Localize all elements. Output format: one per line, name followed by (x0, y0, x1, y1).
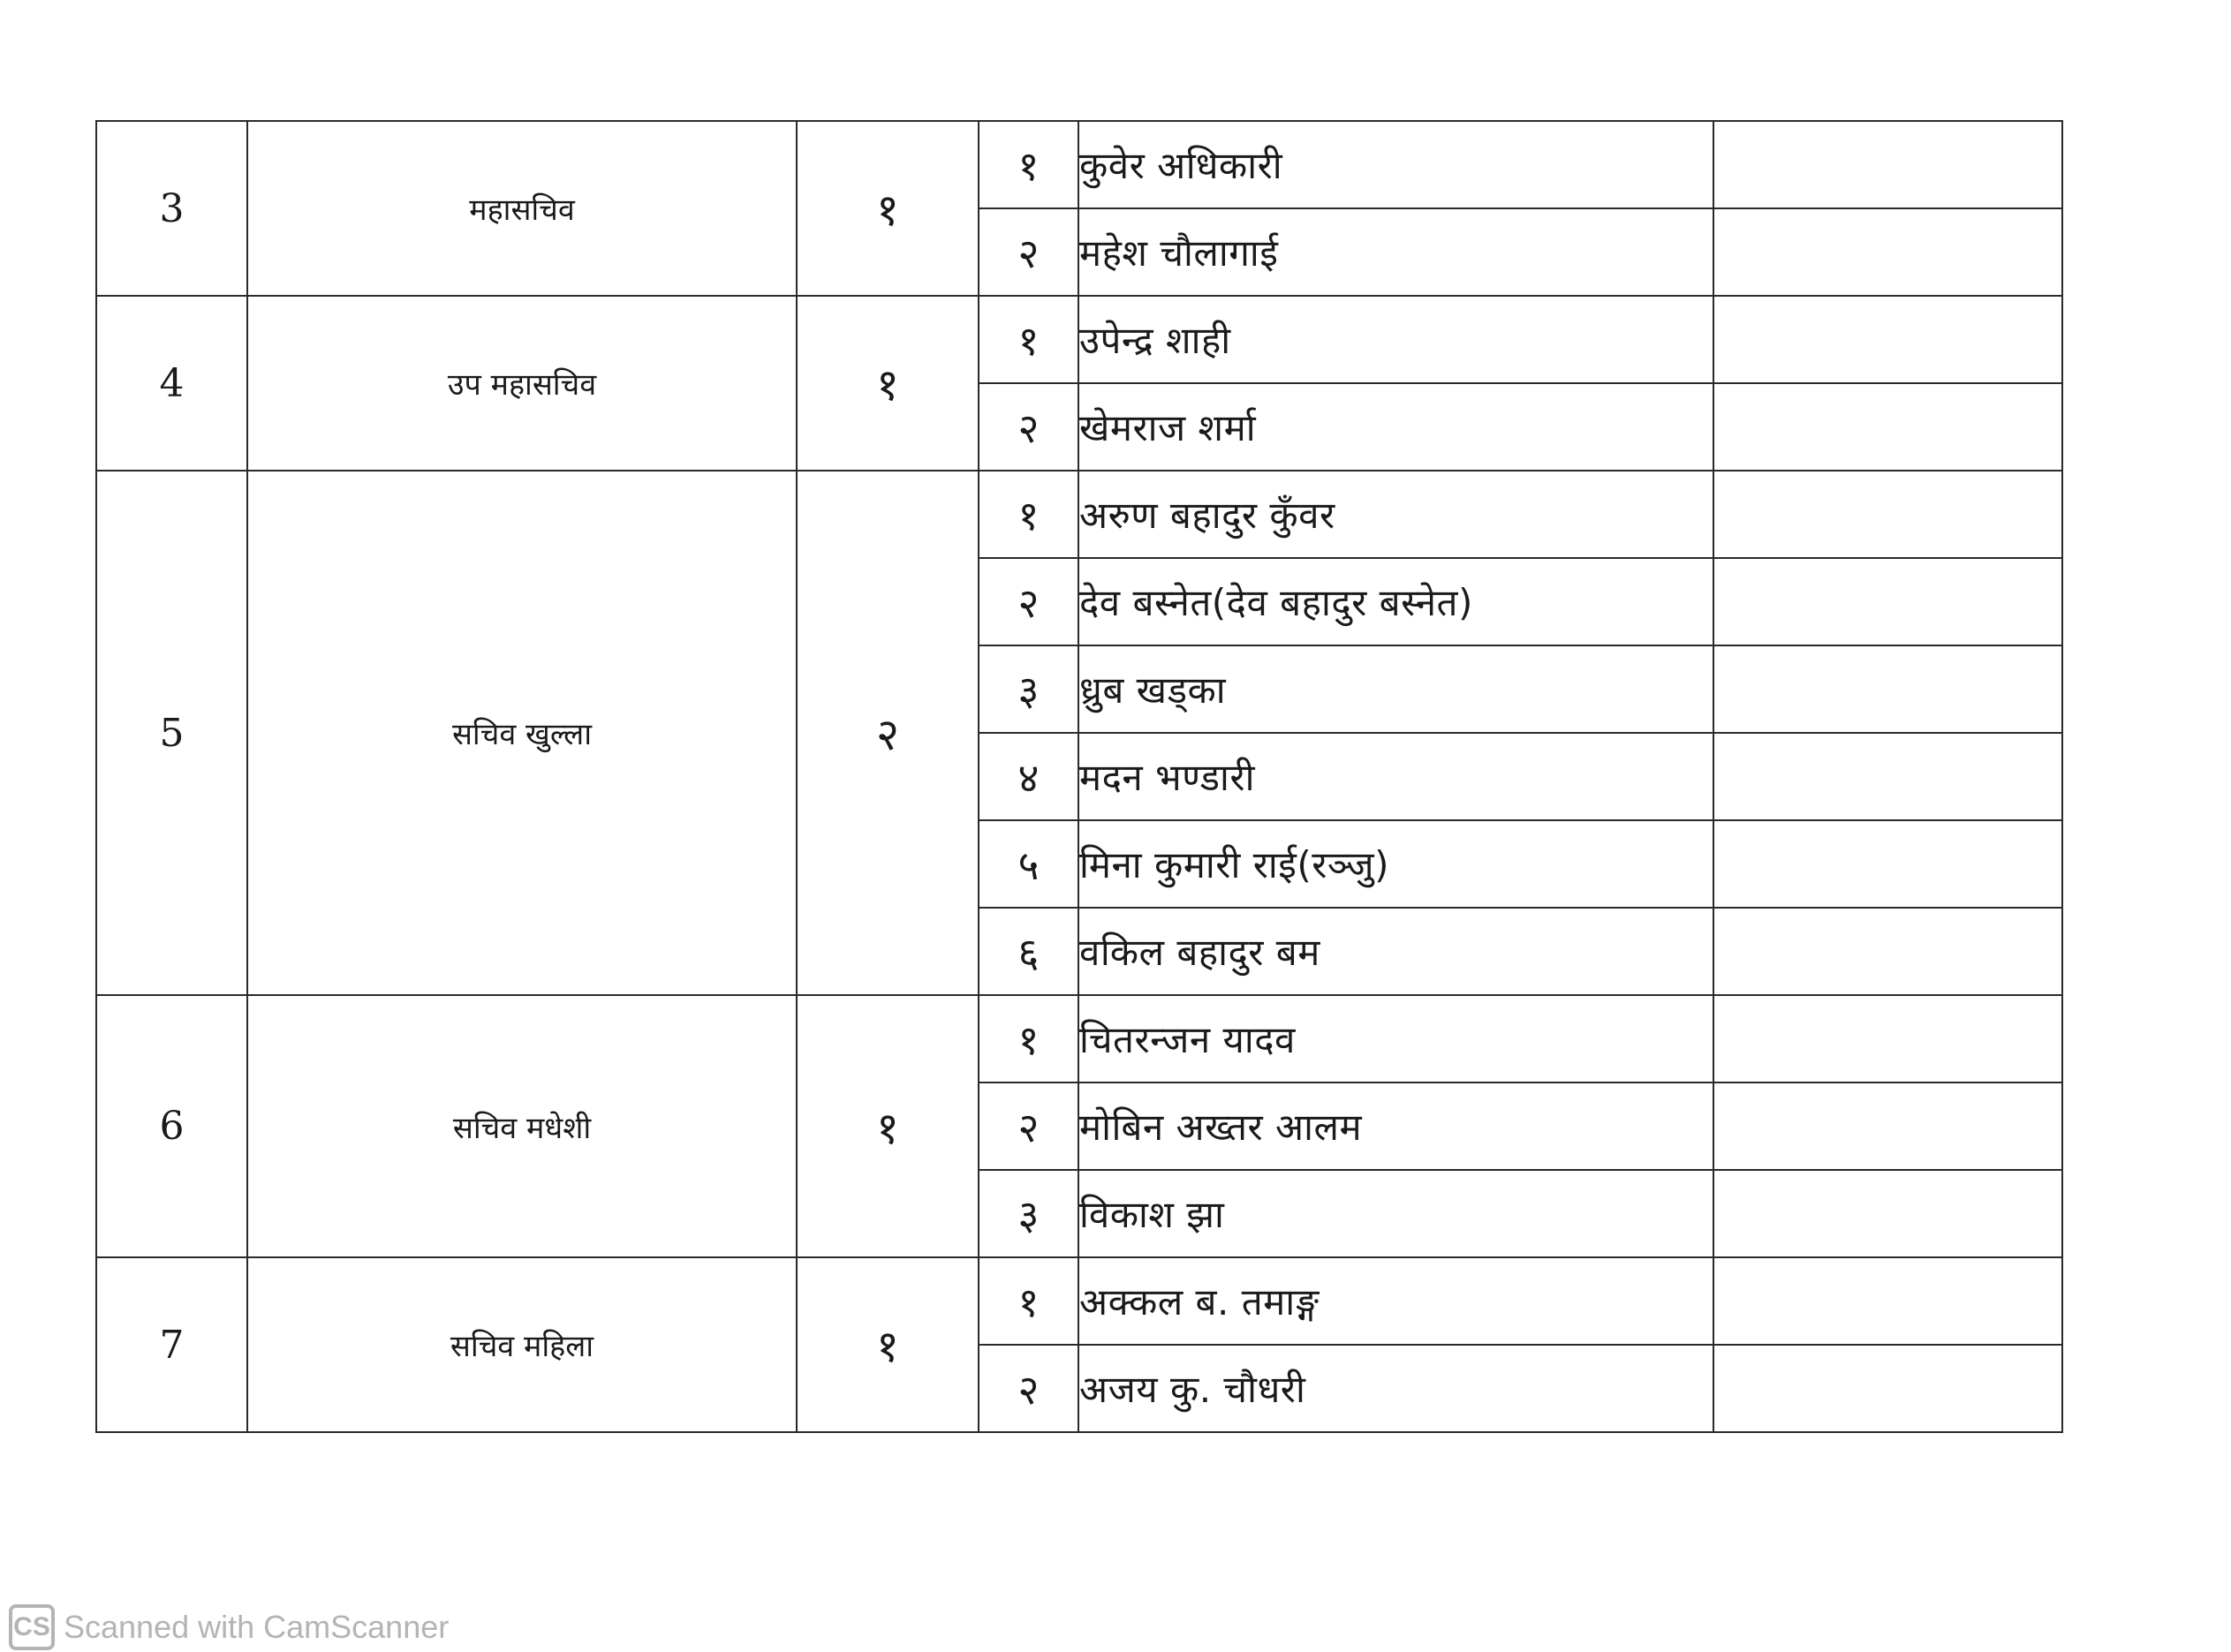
remarks-cell (1713, 1345, 2062, 1432)
remarks-cell (1713, 471, 2062, 558)
candidate-name-cell: मोबिन अख्तर आलम (1078, 1082, 1713, 1170)
candidate-name-cell: वकिल बहादुर बम (1078, 908, 1713, 995)
table-row (96, 995, 2062, 1082)
serial-number-cell: 4 (96, 296, 247, 471)
candidate-name-cell: विकाश झा (1078, 1170, 1713, 1257)
seat-count-cell: १ (797, 296, 979, 471)
seat-count-cell: १ (797, 121, 979, 296)
serial-number-cell: 5 (96, 471, 247, 995)
remarks-cell (1713, 733, 2062, 820)
remarks-cell (1713, 645, 2062, 733)
remarks-cell (1713, 908, 2062, 995)
remarks-cell (1713, 1170, 2062, 1257)
post-name-cell: उप महासचिव (247, 296, 797, 471)
remarks-cell (1713, 1082, 2062, 1170)
remarks-cell (1713, 296, 2062, 383)
remarks-cell (1713, 995, 2062, 1082)
table-row (96, 121, 2062, 208)
candidate-index-cell: ३ (979, 1170, 1078, 1257)
post-name-cell: सचिव खुल्ला (247, 471, 797, 995)
serial-number-cell: 7 (96, 1257, 247, 1432)
candidate-name-cell: ध्रुब खड्का (1078, 645, 1713, 733)
candidate-index-cell: २ (979, 383, 1078, 471)
watermark-text: Scanned with CamScanner (64, 1609, 450, 1645)
serial-number-cell: 6 (96, 995, 247, 1257)
remarks-cell (1713, 208, 2062, 296)
candidate-index-cell: २ (979, 1082, 1078, 1170)
candidate-index-cell: १ (979, 995, 1078, 1082)
candidate-name-cell: अरुण बहादुर कुँवर (1078, 471, 1713, 558)
table-row (96, 1257, 2062, 1345)
candidate-table (95, 120, 2063, 1433)
candidate-index-cell: १ (979, 1257, 1078, 1345)
candidate-index-cell: ४ (979, 733, 1078, 820)
post-name-cell: सचिव महिला (247, 1257, 797, 1432)
candidate-name-cell: देव बस्नेत(देव बहादुर बस्नेत) (1078, 558, 1713, 645)
camscanner-logo-icon: CS (9, 1604, 55, 1650)
candidate-name-cell: खेमराज शर्मा (1078, 383, 1713, 471)
remarks-cell (1713, 121, 2062, 208)
serial-number-cell: 3 (96, 121, 247, 296)
candidate-index-cell: ३ (979, 645, 1078, 733)
candidate-index-cell: २ (979, 1345, 1078, 1432)
candidate-name-cell: चितरन्जन यादव (1078, 995, 1713, 1082)
candidate-index-cell: २ (979, 558, 1078, 645)
candidate-index-cell: ५ (979, 820, 1078, 908)
candidate-name-cell: उपेन्द्र शाही (1078, 296, 1713, 383)
candidate-name-cell: अजय कु. चौधरी (1078, 1345, 1713, 1432)
candidate-name-cell: मदन भण्डारी (1078, 733, 1713, 820)
remarks-cell (1713, 1257, 2062, 1345)
candidate-index-cell: ६ (979, 908, 1078, 995)
candidate-index-cell: १ (979, 296, 1078, 383)
seat-count-cell: १ (797, 995, 979, 1257)
remarks-cell (1713, 820, 2062, 908)
post-name-cell: महासचिव (247, 121, 797, 296)
candidate-index-cell: २ (979, 208, 1078, 296)
seat-count-cell: २ (797, 471, 979, 995)
candidate-index-cell: १ (979, 471, 1078, 558)
seat-count-cell: १ (797, 1257, 979, 1432)
candidate-table-body (96, 121, 2062, 1432)
post-name-cell: सचिव मधेशी (247, 995, 797, 1257)
table-row (96, 296, 2062, 383)
candidate-name-cell: कुवेर अधिकारी (1078, 121, 1713, 208)
candidate-name-cell: मिना कुमारी राई(रञ्जु) (1078, 820, 1713, 908)
candidate-name-cell: अक्कल ब. तमाङ्ग (1078, 1257, 1713, 1345)
candidate-index-cell: १ (979, 121, 1078, 208)
table-row (96, 471, 2062, 558)
candidate-name-cell: महेश चौलागाई (1078, 208, 1713, 296)
remarks-cell (1713, 383, 2062, 471)
remarks-cell (1713, 558, 2062, 645)
